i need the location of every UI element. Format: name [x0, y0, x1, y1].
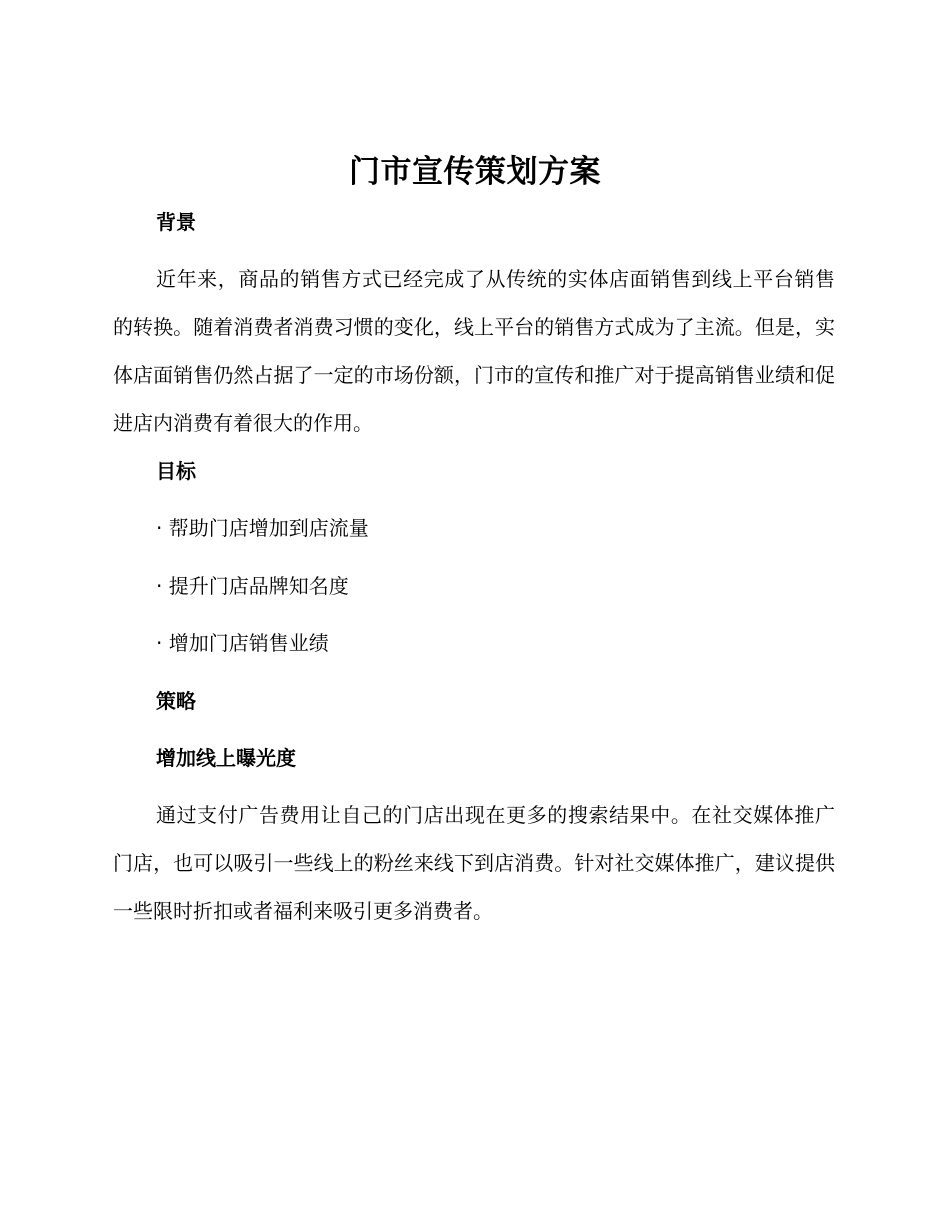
section-heading-goals: 目标	[156, 459, 196, 483]
section-heading-background: 背景	[156, 210, 196, 234]
goal-item: · 帮助门店增加到店流量	[156, 516, 369, 540]
section-heading-strategy: 策略	[156, 689, 196, 713]
strategy-subheading: 增加线上曝光度	[156, 746, 296, 770]
strategy-paragraph: 通过支付广告费用让自己的门店出现在更多的搜索结果中。在社交媒体推广门店，也可以吸引一些线上的粉丝来线下到店消费。针对社交媒体推广，建议提供一些限时折扣或者福利来吸引更多消费者。	[113, 803, 835, 923]
goal-item: · 增加门店销售业绩	[156, 631, 329, 655]
background-paragraph: 近年来，商品的销售方式已经完成了从传统的实体店面销售到线上平台销售的转换。随着消费者消费习惯的变化，线上平台的销售方式成为了主流。但是，实体店面销售仍然占据了一定的市场份额，门市的宣传和推广对于提高销售业绩和促进店内消费有着很大的作用。	[113, 267, 835, 435]
document-title: 门市宣传策划方案	[349, 154, 601, 190]
goal-item: · 提升门店品牌知名度	[156, 574, 349, 598]
